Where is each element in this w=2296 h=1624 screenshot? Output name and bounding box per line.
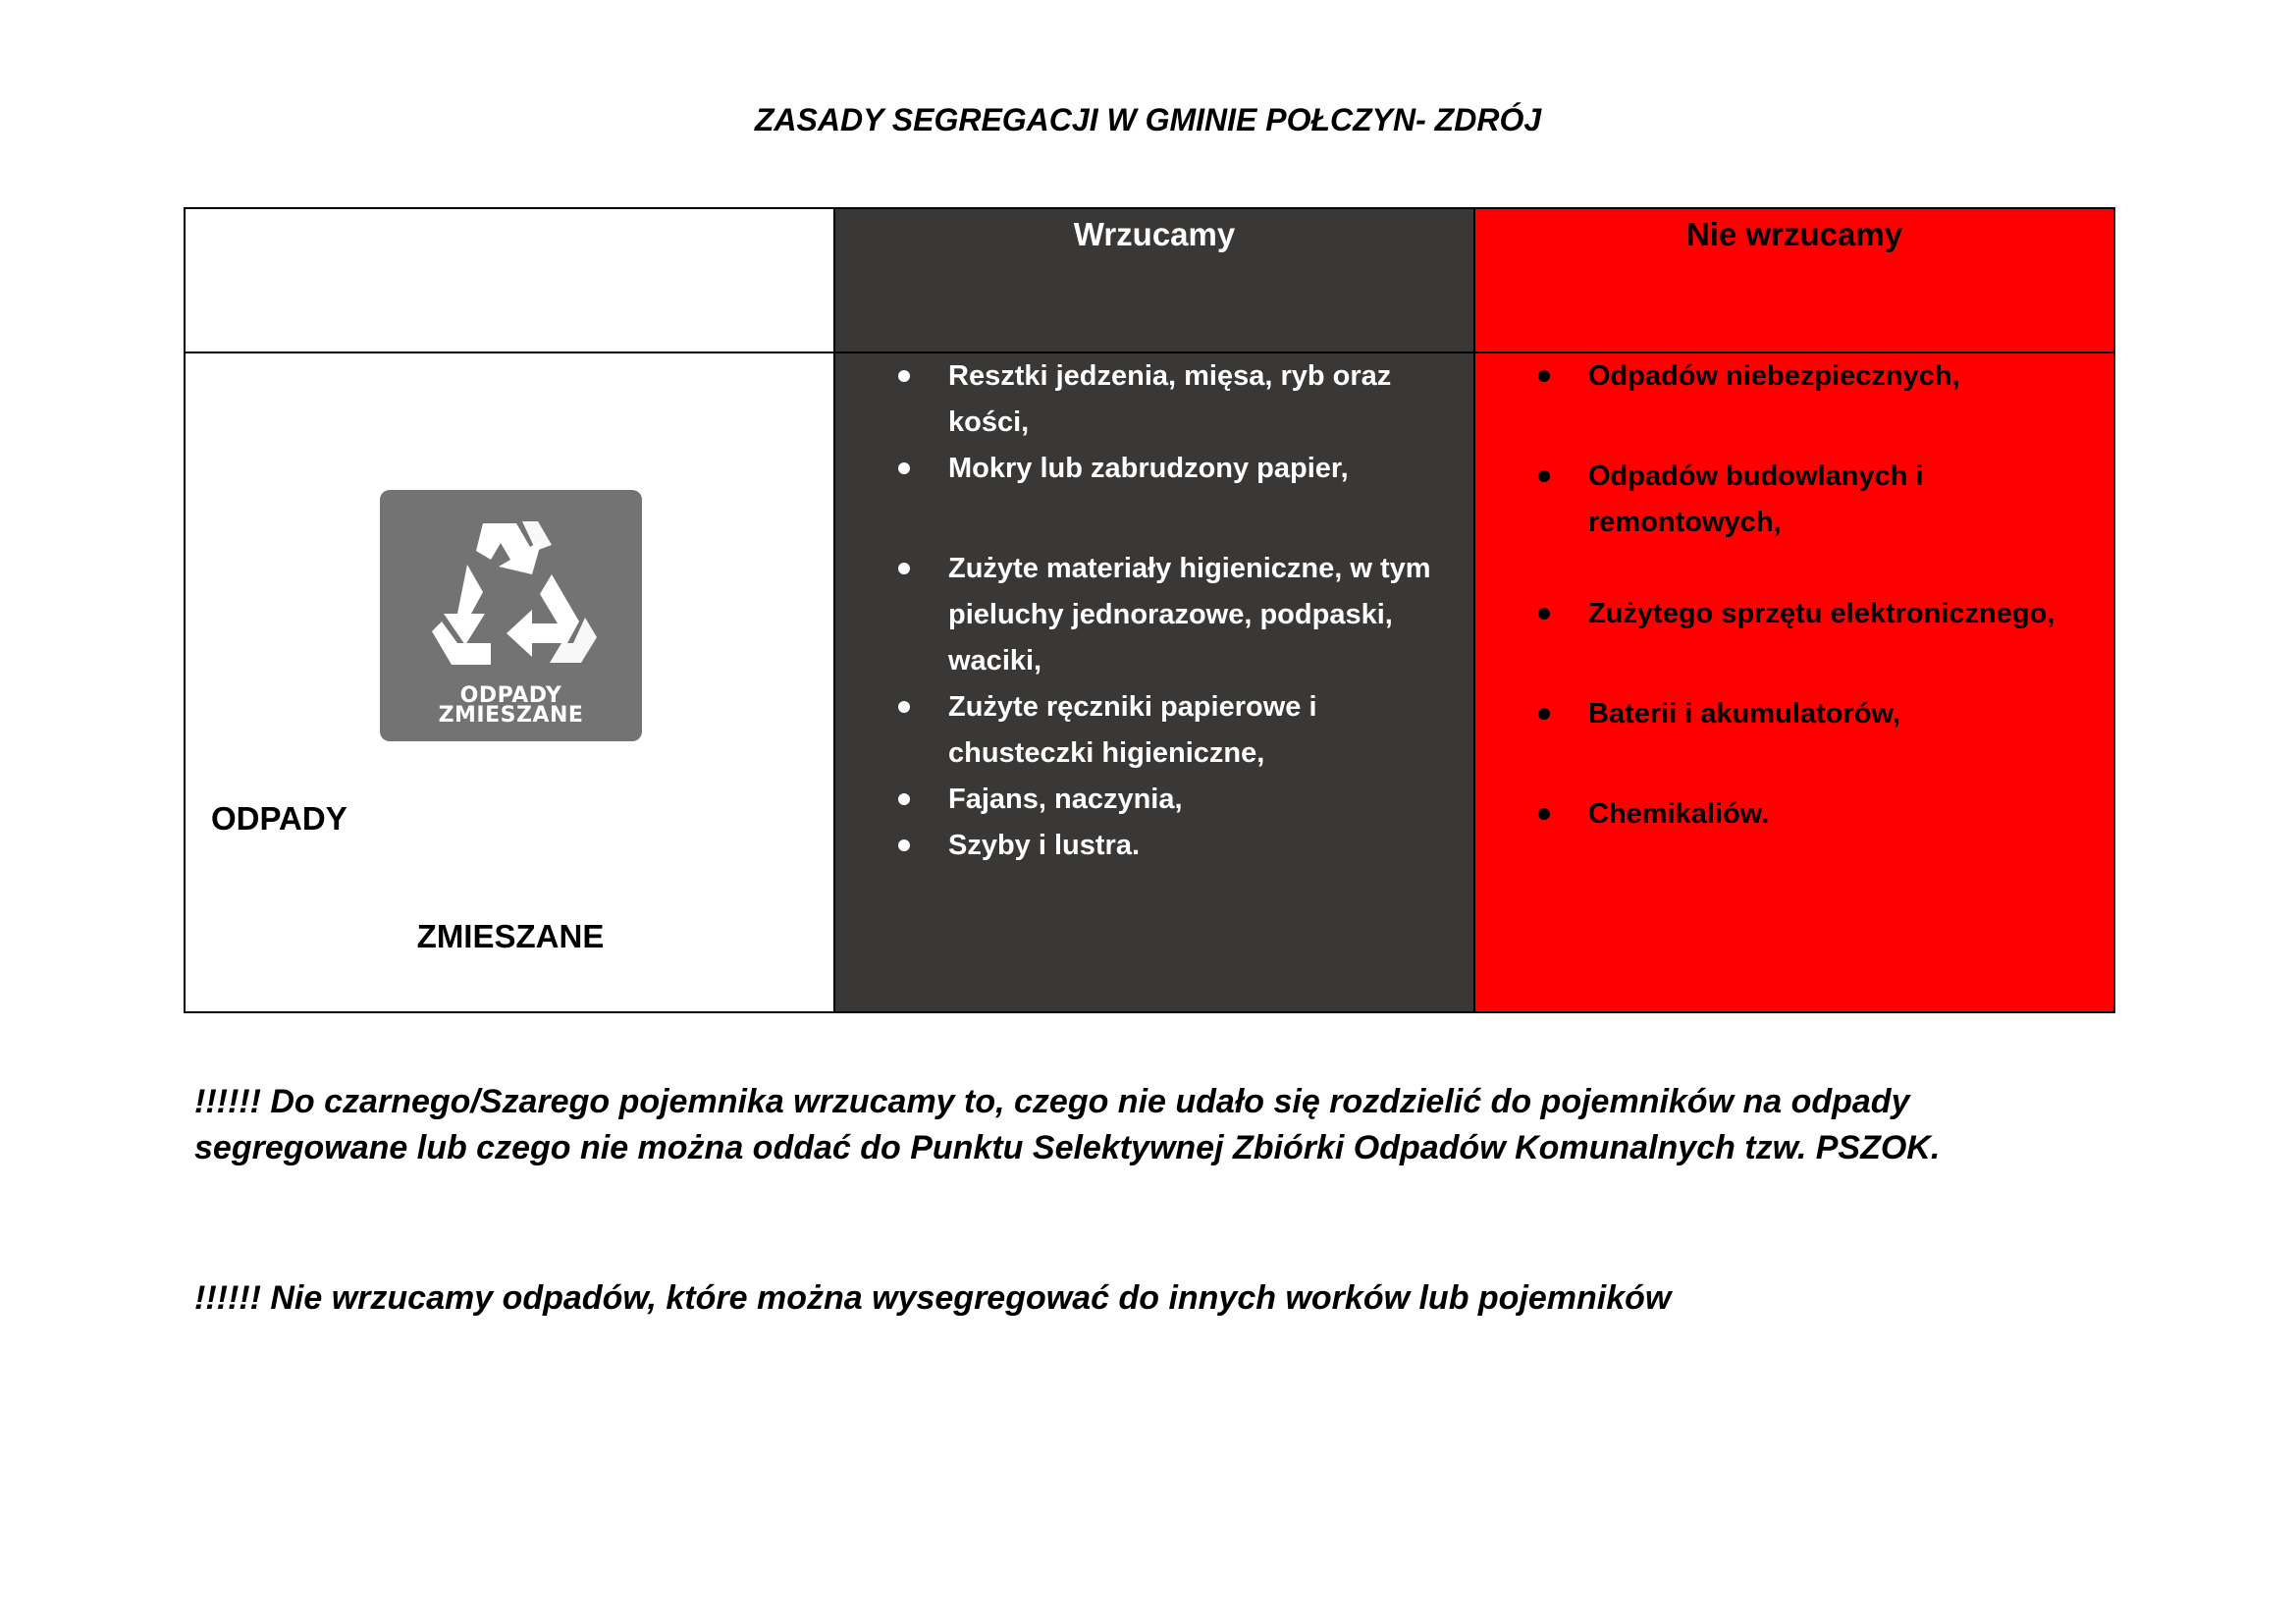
bullet-icon xyxy=(1538,370,1550,382)
logo-text-line2: ZMIESZANE xyxy=(438,703,584,728)
list-item xyxy=(835,684,1473,777)
note-paragraph-2: !!!!!! Nie wrzucamy odpadów, które można wysegregować do innych worków lub pojemników xyxy=(194,1279,1672,1317)
document-title: ZASADY SEGREGACJI W GMINIE POŁCZYN- ZDRÓJ xyxy=(754,102,1542,137)
bullet-icon xyxy=(898,370,910,382)
bullet-icon xyxy=(1538,608,1550,620)
list-item-text: Baterii i akumulatorów, xyxy=(1588,698,1900,730)
header-yes-label: Wrzucamy xyxy=(1073,216,1236,252)
list-item-text: Zużyte materiały higieniczne, w tym pieluchy jednorazowe, podpaski, waciki, xyxy=(948,553,1431,677)
list-item-text: Szyby i lustra. xyxy=(948,830,1141,861)
category-label-line1: ODPADY xyxy=(211,800,347,837)
bullet-icon xyxy=(898,563,910,574)
empty-header-cell xyxy=(185,208,834,352)
allowed-items-list xyxy=(835,353,1473,869)
bullet-icon xyxy=(898,701,910,713)
header-no-label: Nie wrzucamy xyxy=(1685,216,1903,252)
list-item xyxy=(835,823,1473,869)
mixed-waste-logo xyxy=(380,490,642,741)
logo-text-line1: ODPADY xyxy=(459,683,562,708)
list-item-text: Zużyte ręczniki papierowe i chusteczki higieniczne, xyxy=(948,691,1317,769)
category-cell xyxy=(185,352,834,1012)
note-paragraph-1: !!!!!! Do czarnego/Szarego pojemnika wrzucamy to, czego nie udało się rozdzielić do pojemników na odpady segregowane lub czego nie można oddać do Punktu Selektywnej Zbiórki Odpadów Komunalnych tzw. PSZOK. xyxy=(194,1083,1941,1166)
list-item xyxy=(835,546,1473,684)
category-label-line2: ZMIESZANE xyxy=(416,918,605,954)
list-item-text: Odpadów budowlanych i remontowych, xyxy=(1588,460,1924,538)
bullet-icon xyxy=(1538,470,1550,482)
segregation-table xyxy=(184,207,2115,1013)
list-item xyxy=(1475,454,2113,546)
list-item xyxy=(835,446,1473,492)
bullet-icon xyxy=(898,793,910,805)
header-cell-yes xyxy=(834,208,1474,352)
header-cell-no xyxy=(1474,208,2114,352)
list-item xyxy=(835,353,1473,446)
list-item xyxy=(1475,691,2113,737)
allowed-items-cell xyxy=(834,352,1474,1012)
list-item xyxy=(835,777,1473,823)
recycle-icon xyxy=(422,515,599,673)
list-item-text: Mokry lub zabrudzony papier, xyxy=(948,453,1349,484)
list-item-text: Odpadów niebezpiecznych, xyxy=(1588,360,1960,392)
bullet-icon xyxy=(1538,708,1550,720)
list-item-text: Fajans, naczynia, xyxy=(948,784,1183,815)
list-item-text: Chemikaliów. xyxy=(1588,798,1770,830)
list-item xyxy=(1475,353,2113,400)
list-item xyxy=(1475,591,2113,637)
table-body-row xyxy=(185,352,2114,1012)
forbidden-items-cell xyxy=(1474,352,2114,1012)
table-header-row xyxy=(185,208,2114,352)
bullet-icon xyxy=(898,462,910,474)
bullet-icon xyxy=(1538,808,1550,820)
list-item-text: Resztki jedzenia, mięsa, ryb oraz kości, xyxy=(948,360,1392,438)
list-item xyxy=(1475,791,2113,838)
forbidden-items-list xyxy=(1475,353,2113,838)
bullet-icon xyxy=(898,839,910,851)
list-item-text: Zużytego sprzętu elektronicznego, xyxy=(1588,598,2056,629)
